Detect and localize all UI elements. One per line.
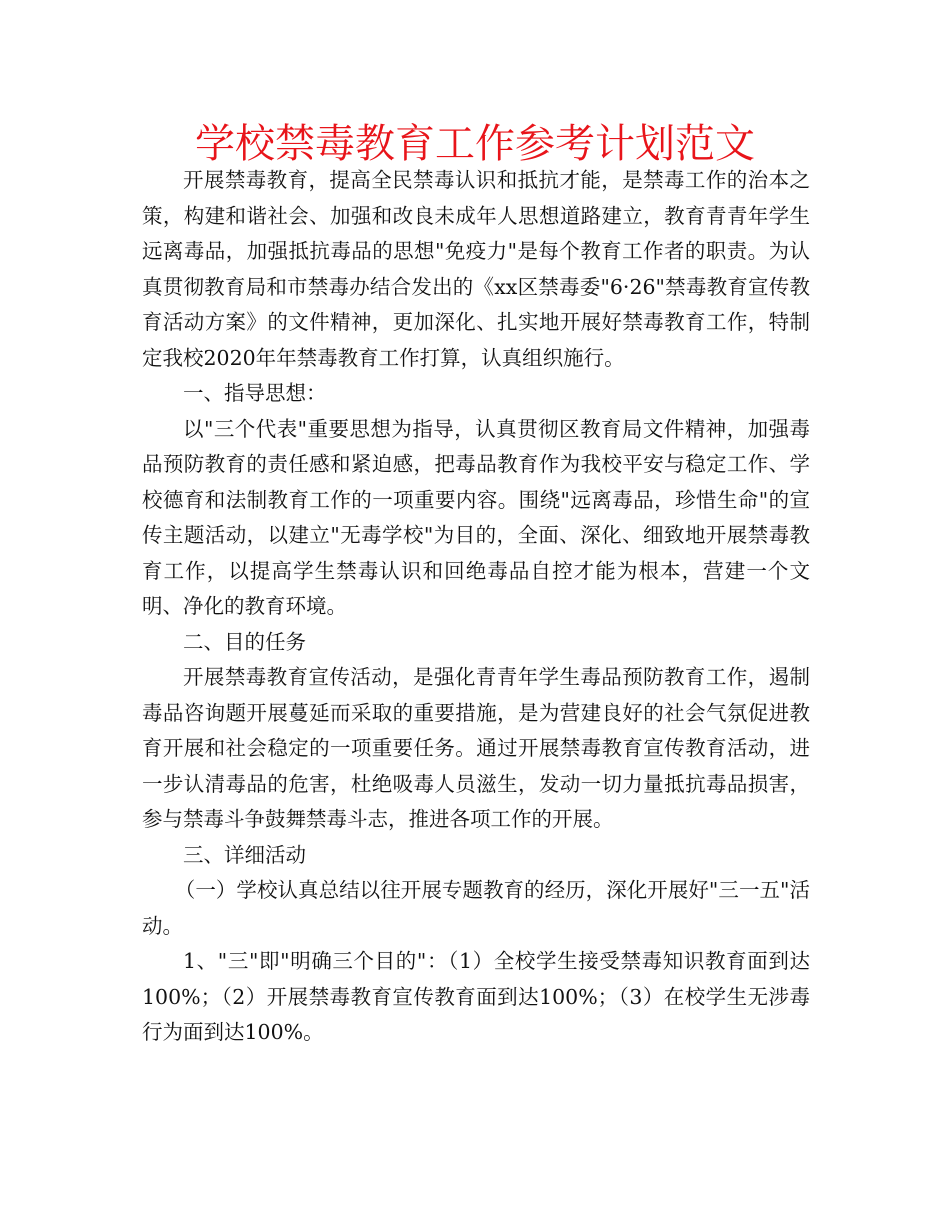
document-title: 学校禁毒教育工作参考计划范文 (195, 121, 755, 167)
paragraph-goals-tasks: 开展禁毒教育宣传活动，是强化青青年学生毒品预防教育工作，遏制毒品咨询题开展蔓延而采取的重要措施，是为营建良好的社会气氛促进教育开展和社会稳定的一项重要任务。通过开展禁毒教育宣传教育活动，进一步认清毒品的危害，杜绝吸毒人员滋生，发动一切力量抵抗毒品损害，参与禁毒斗争鼓舞禁毒斗志，推进各项工作的开展。 (142, 665, 810, 831)
heading-guiding-ideology: 一、指导思想： (183, 381, 327, 405)
heading-goals-tasks: 二、目的任务 (183, 629, 306, 654)
paragraph-three-goals: 1、"三"即"明确三个目的"：（1）全校学生接受禁毒知识教育面到达100%；（2）开展禁毒教育宣传教育面到达100%；（3）在校学生无涉毒行为面到达100%。 (142, 949, 810, 1044)
paragraph-intro: 开展禁毒教育，提高全民禁毒认识和抵抗才能，是禁毒工作的治本之策，构建和谐社会、加强和改良未成年人思想道路建立，教育青青年学生远离毒品，加强抵抗毒品的思想"免疫力"是每个教育工作者的职责。为认真贯彻教育局和市禁毒办结合发出的《xx区禁毒委"6·26"禁毒教育宣传教育活动方案》的文件精神，更加深化、扎实地开展好禁毒教育工作，特制定我校2020年年禁毒教育工作打算，认真组织施行。 (142, 168, 810, 370)
document-body (142, 163, 810, 1051)
heading-detailed-activities: 三、详细活动 (183, 842, 306, 867)
paragraph-guiding-ideology: 以"三个代表"重要思想为指导，认真贯彻区教育局文件精神，加强毒品预防教育的责任感和紧迫感，把毒品教育作为我校平安与稳定工作、学校德育和法制教育工作的一项重要内容。围绕"远离毒品，珍惜生命"的宣传主题活动，以建立"无毒学校"为目的，全面、深化、细致地开展禁毒教育工作，以提高学生禁毒认识和回绝毒品自控才能为根本，营建一个文明、净化的教育环境。 (142, 416, 810, 618)
paragraph-activity-one: （一）学校认真总结以往开展专题教育的经历，深化开展好"三一五"活动。 (142, 878, 810, 938)
